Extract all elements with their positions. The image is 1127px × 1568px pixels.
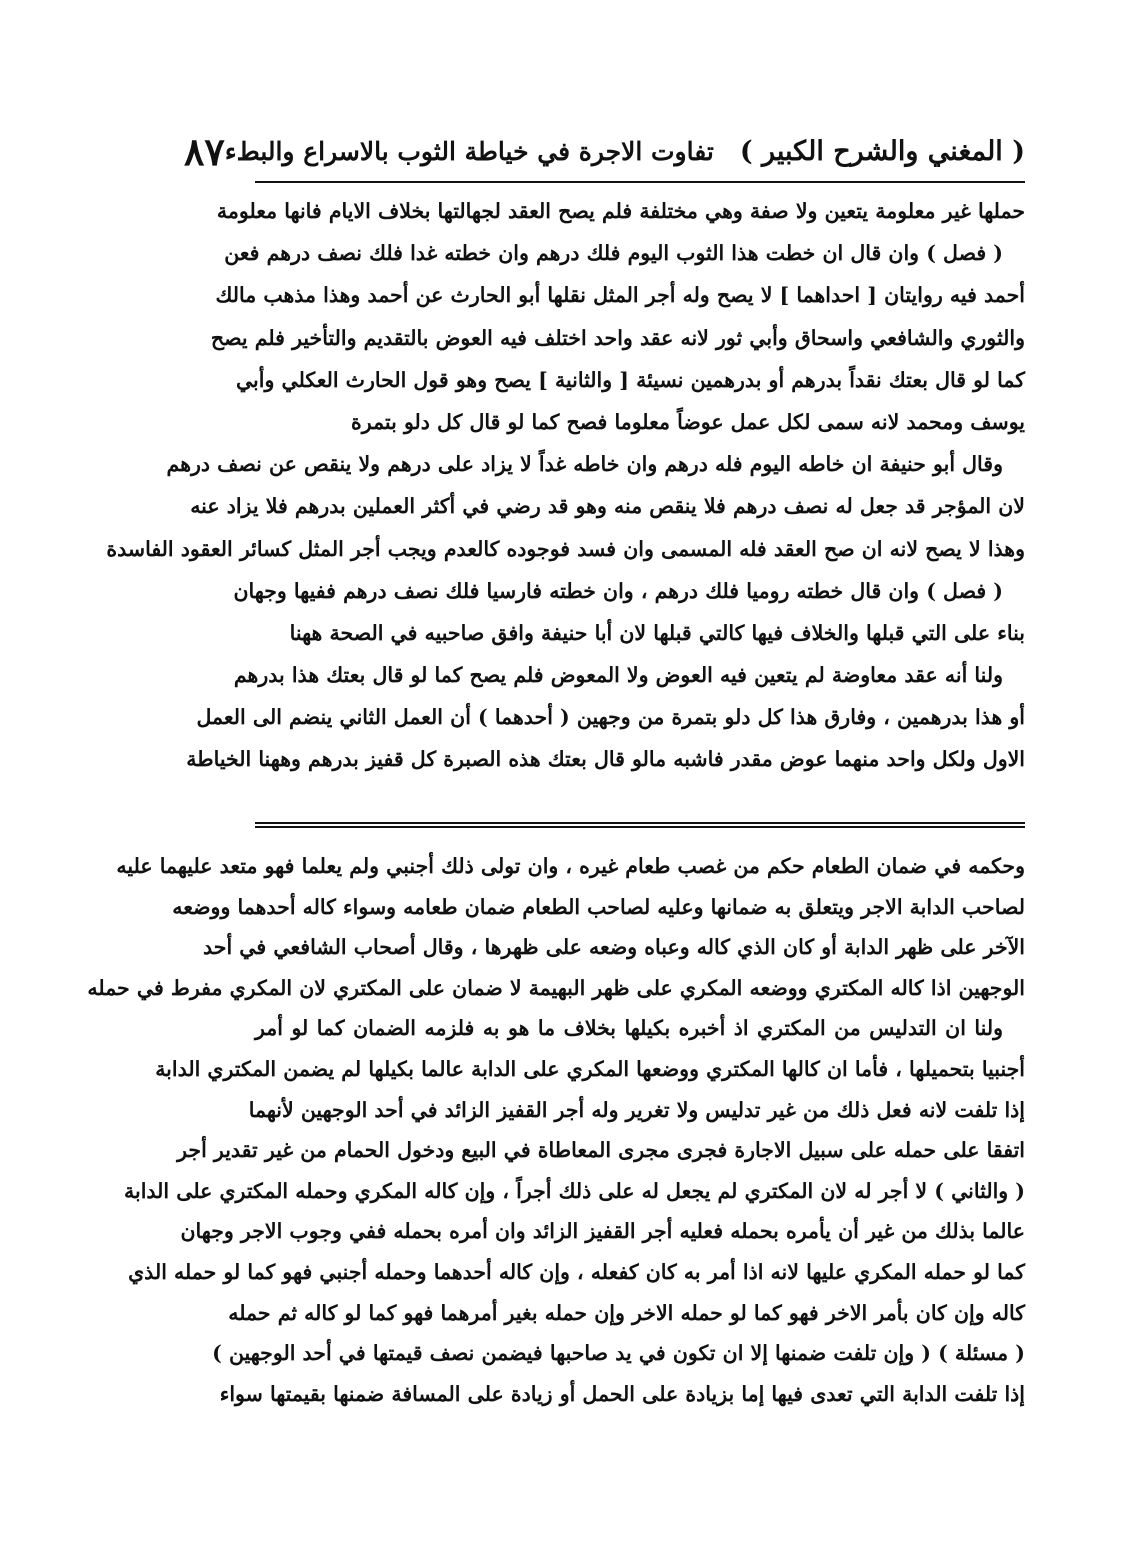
text-line: وقال أبو حنيفة ان خاطه اليوم فله درهم وان خاطه غداً لا يزاد على درهم ولا ينقص عن نصف درهم: [166, 452, 1003, 477]
text-line: ( مسئلة ) ( وإن تلفت ضمنها إلا ان تكون في يد صاحبها فيضمن نصف قيمتها في أحد الوجهين ): [212, 1341, 1025, 1366]
text-line: ( فصل ) وان قال خطته روميا فلك درهم ، وان خطته فارسيا فلك نصف درهم ففيها وجهان: [233, 578, 1003, 603]
text-line: كما لو حمله المكري عليها لانه اذا أمر به كان كفعله ، وإن كاله أحدهما وحمله أجنبي فهو كما لو حمله الذي: [128, 1259, 1025, 1284]
commentary-text: [87, 846, 1025, 1414]
text-line: أو هذا بدرهمين ، وفارق هذا كل دلو بتمرة من وجهين ( أحدهما ) أن العمل الثاني ينضم الى العمل: [196, 705, 1025, 730]
text-line: يوسف ومحمد لانه سمى لكل عمل عوضاً معلوما فصح كما لو قال كل دلو بتمرة: [351, 409, 1025, 434]
text-line: كما لو قال بعتك نقداً بدرهم أو بدرهمين نسيئة [ والثانية ] يصح وهو قول الحارث العكلي وأبي: [235, 367, 1025, 392]
text-line: وهذا لا يصح لانه ان صح العقد فله المسمى وان فسد فوجوده كالعدم ويجب أجر المثل كسائر العقود الفاسدة: [106, 536, 1025, 561]
text-line: لان المؤجر قد جعل له نصف درهم فلا ينقص منه وهو قد رضي في أكثر العملين بدرهم فلا يزاد عنه: [190, 494, 1025, 519]
text-line: الوجهين اذا كاله المكتري ووضعه المكري على ظهر البهيمة لا ضمان على المكتري لان المكري مفرط في حمله: [87, 975, 1025, 1000]
text-line: الاول ولكل واحد منهما عوض مقدر فاشبه مالو قال بعتك هذه الصبرة كل قفيز بدرهم وههنا الخياطة: [186, 747, 1025, 772]
text-line: إذا تلفت الدابة التي تعدى فيها إما بزيادة على الحمل أو زيادة على المسافة ضمنها بقيمتها سواء: [219, 1381, 1025, 1406]
text-line: أجنبيا بتحميلها ، فأما ان كالها المكتري ووضعها المكري على الدابة عالما بكيلها لم يضمن المكتري الدابة: [155, 1056, 1025, 1081]
page-header: [184, 120, 1025, 182]
chapter-title: تفاوت الاجرة في خياطة الثوب بالاسراع والبطء: [224, 136, 714, 166]
text-line: والثوري والشافعي واسحاق وأبي ثور لانه عقد واحد اختلف فيه العوض بالتقديم والتأخير فلم يصح: [210, 325, 1025, 350]
text-line: لصاحب الدابة الاجر ويتعلق به ضمانها وعليه لصاحب الطعام ضمان طعامه وسواء كاله أحدهما ووضعه: [172, 894, 1025, 919]
book-title: ( المغني والشرح الكبير ): [739, 135, 1025, 167]
section-divider: [255, 822, 1025, 828]
header-rule: [255, 181, 1025, 183]
text-line: أحمد فيه روايتان [ احداهما ] لا يصح وله أجر المثل نقلها أبو الحارث عن أحمد وهذا مذهب مالك: [215, 283, 1025, 308]
page-number: ٨٧: [184, 128, 225, 174]
text-line: ولنا أنه عقد معاوضة لم يتعين فيه العوض ولا المعوض فلم يصح كما لو قال بعتك هذا بدرهم: [233, 663, 1003, 688]
text-line: الآخر على ظهر الدابة أو كان الذي كاله وعباه وضعه على ظهرها ، وقال أصحاب الشافعي في أحد: [203, 935, 1025, 960]
text-line: كاله وإن كان بأمر الاخر فهو كما لو حمله الاخر وإن حمله بغير أمرهما فهو كما لو كاله ثم حمله: [228, 1300, 1025, 1325]
text-line: ولنا ان التدليس من المكتري اذ أخبره بكيلها بخلاف ما هو به فلزمه الضمان كما لو أمر: [255, 1016, 1003, 1041]
text-line: ( والثاني ) لا أجر له لان المكتري لم يجعل له على ذلك أجراً ، وإن كاله المكري وحمله المكتري على الدابة: [124, 1178, 1025, 1203]
text-line: اتفقا على حمله على سبيل الاجارة فجرى مجرى المعاطاة في البيع ودخول الحمام من غير تقدير أجر: [177, 1138, 1025, 1163]
text-line: إذا تلفت لانه فعل ذلك من غير تدليس ولا تغرير وله أجر القفيز الزائد في أحد الوجهين لأنهما: [248, 1097, 1025, 1122]
text-line: بناء على التي قبلها والخلاف فيها كالتي قبلها لان أبا حنيفة وافق صاحبيه في الصحة ههنا: [289, 620, 1025, 645]
text-line: وحكمه في ضمان الطعام حكم من غصب طعام غيره ، وان تولى ذلك أجنبي ولم يعلما فهو متعد عليهما عليه: [116, 854, 1025, 878]
text-line: حملها غير معلومة يتعين ولا صفة وهي مختلفة فلم يصح العقد لجهالتها بخلاف الايام فانها معلومة: [216, 199, 1025, 223]
text-line: ( فصل ) وان قال ان خطت هذا الثوب اليوم فلك درهم وان خطته غدا فلك نصف درهم فعن: [224, 241, 1003, 266]
text-line: عالما بذلك من غير أن يأمره بحمله فعليه أجر القفيز الزائد وان أمره بحمله ففي وجوب الاجر وجهان: [180, 1219, 1025, 1244]
main-text: [106, 190, 1025, 781]
